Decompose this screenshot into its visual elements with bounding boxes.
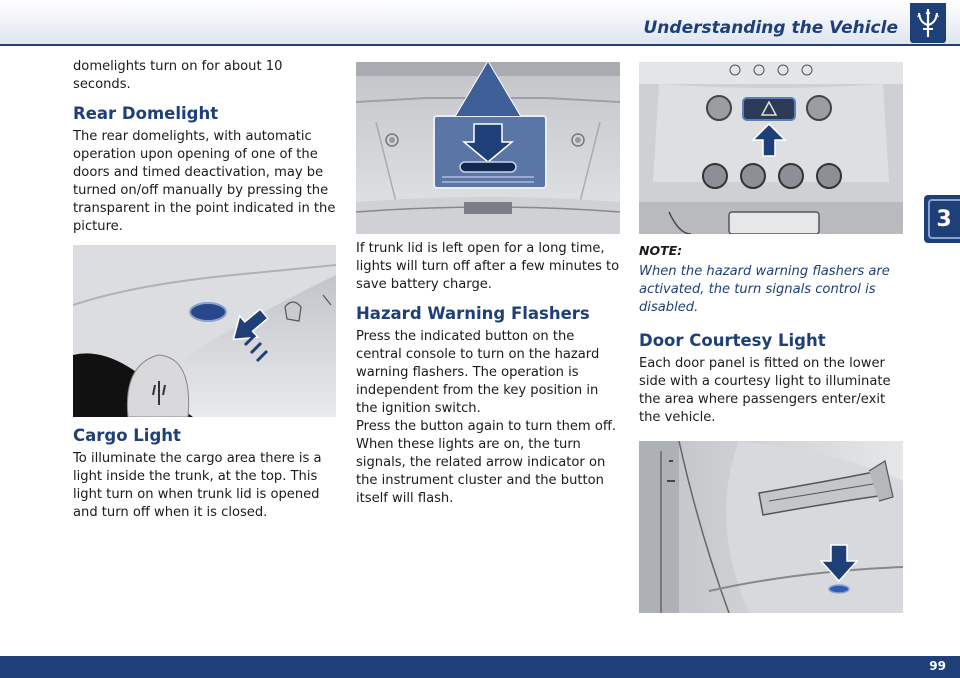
trunk-light-figure — [356, 62, 620, 234]
page-header — [0, 0, 960, 44]
page-footer — [0, 656, 960, 678]
trident-logo-icon — [910, 3, 946, 43]
door-courtesy-figure — [639, 441, 903, 613]
column-3-text — [639, 243, 904, 427]
column-1 — [73, 58, 338, 236]
note-text: When the hazard warning flashers are activated, the turn signals control is disabled. — [639, 264, 890, 315]
cargo-light-heading: Cargo Light — [73, 426, 181, 445]
hazard-body-1: Press the indicated button on the central console to turn on the hazard warning flashers. The operation is independent from the key position in the ignition switch. — [356, 329, 600, 416]
hazard-body-2: Press the button again to turn them off. — [356, 419, 617, 434]
hazard-heading: Hazard Warning Flashers — [356, 304, 590, 323]
cargo-light-section — [73, 426, 338, 522]
rear-domelight-body: The rear domelights, with automatic operation upon opening of one of the doors and timed deactivation, may be turned on/off manually by pressing the transparent in the point indicated in the picture. — [73, 129, 336, 234]
rear-domelight-heading: Rear Domelight — [73, 104, 219, 123]
chapter-number: 3 — [936, 206, 952, 232]
hazard-body-3: When these lights are on, the turn signals, the related arrow indicator on the instrument cluster and the button itself will flash. — [356, 437, 606, 506]
header-title: Understanding the Vehicle — [643, 18, 898, 38]
rear-domelight-figure — [73, 245, 336, 417]
door-courtesy-heading: Door Courtesy Light — [639, 331, 826, 350]
intro-text: domelights turn on for about 10 seconds. — [73, 59, 283, 92]
hazard-button-figure — [639, 62, 903, 234]
door-courtesy-body: Each door panel is fitted on the lower side with a courtesy light to illuminate the area where passengers enter/exit the vehicle. — [639, 356, 891, 425]
column-2-text — [356, 240, 621, 508]
note-label: NOTE: — [639, 243, 683, 258]
cargo-light-body: To illuminate the cargo area there is a light inside the trunk, at the top. This light turn on when trunk lid is opened and turn off when it is closed. — [73, 451, 322, 520]
trunk-note-text: If trunk lid is left open for a long time, lights will turn off after a few minutes to save battery charge. — [356, 241, 620, 292]
chapter-tab[interactable] — [924, 195, 960, 243]
page-number: 99 — [929, 659, 946, 673]
